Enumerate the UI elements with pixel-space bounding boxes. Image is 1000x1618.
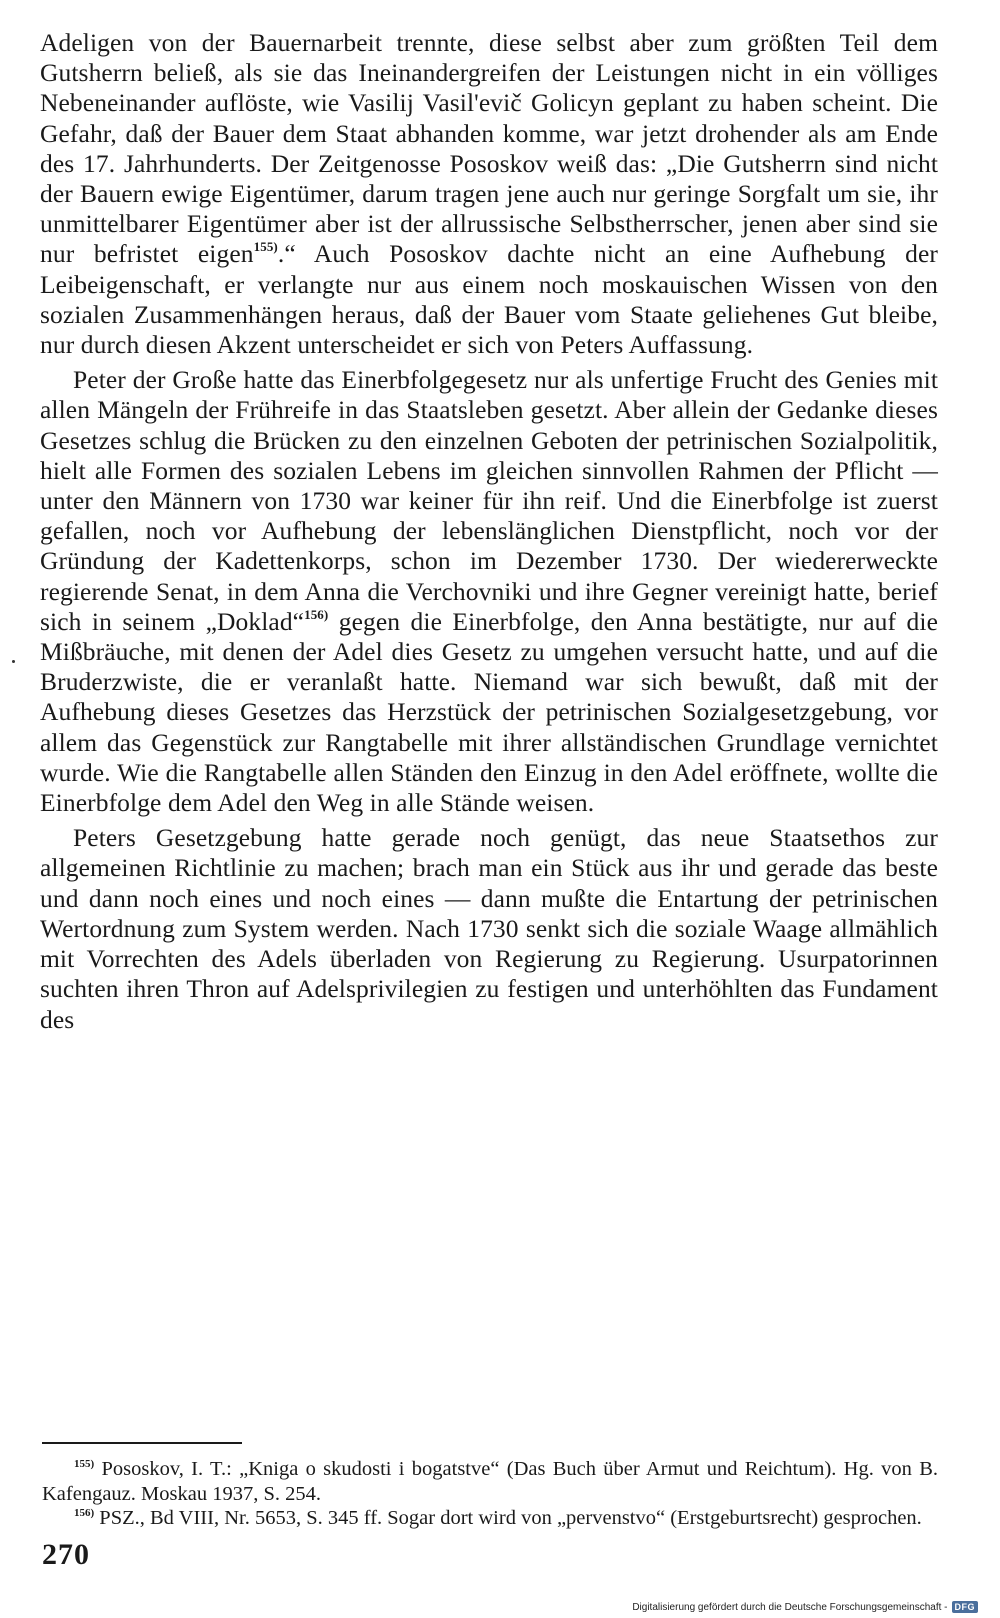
paragraph-2	[40, 365, 938, 818]
footnote-156	[42, 1506, 938, 1531]
page-number: 270	[42, 1538, 90, 1571]
footnote-text: PSZ., Bd VIII, Nr. 5653, S. 345 ff. Sogar dort wird von „pervenstvo“ (Erstgeburtsrecht) gesprochen.	[94, 1507, 922, 1529]
text-run: Adeligen von der Bauernarbeit trennte, diese selbst aber zum größten Teil dem Gutsherrn beließ, als sie das Ineinandergreifen der Leistungen nicht in ein völliges Nebeneinander auflöste, wie Vasilij Vasil'evič Golicyn geplant zu haben scheint. Die Gefahr, daß der Bauer dem Staat abhanden komme, war jetzt drohender als am Ende des 17. Jahrhunderts. Der Zeitgenosse Pososkov weiß das: „Die Gutsherrn sind nicht der Bauern ewige Eigentümer, darum tragen jene auch nur geringe Sorgfalt um sie, ihr unmittelbarer Eigentümer aber ist der allrussische Selbstherrscher, jenen aber sind sie nur befristet eigen	[40, 28, 938, 269]
footnotes	[42, 1457, 938, 1531]
footnote-ref-155: 155)	[253, 239, 278, 255]
footnote-mark: 156)	[74, 1507, 95, 1519]
footnote-155	[42, 1457, 938, 1506]
margin-mark	[12, 660, 15, 663]
funding-text: Digitalisierung gefördert durch die Deutsche Forschungsgemeinschaft -	[632, 1601, 948, 1613]
footnote-ref-156: 156)	[304, 606, 329, 622]
main-text	[40, 28, 938, 1035]
funding-note	[632, 1601, 978, 1613]
paragraph-3	[40, 823, 938, 1034]
dfg-logo-icon: DFG	[952, 1601, 979, 1613]
text-run: Peter der Große hatte das Einerbfolgegesetz nur als unfertige Frucht des Genies mit allen Mängeln der Frühreife in das Staatsleben gesetzt. Aber allein der Gedanke dieses Gesetzes schlug die Brücken zu den einzelnen Geboten der petrinischen Sozialpolitik, hielt alle Formen des sozialen Lebens im gleichen sinnvollen Rahmen der Pflicht — unter den Männern von 1730 war keiner für ihn reif. Und die Einerbfolge ist zuerst gefallen, noch vor Aufhebung der lebenslänglichen Dienstpflicht, noch vor der Gründung der Kadettenkorps, schon im Dezember 1730. Der wiedererweckte regierende Senat, in dem Anna die Verchovniki und ihre Gegner vereinigt hatte, berief sich in seinem „Doklad“	[40, 365, 938, 636]
footnote-divider	[42, 1442, 242, 1444]
footnote-mark: 155)	[74, 1458, 95, 1470]
text-run: gegen die Einerbfolge, den Anna bestätigte, nur auf die Mißbräuche, mit denen der Adel dies Gesetz zu umgehen versucht hatte, und auf die Bruderzwiste, die er veranlaßt hatte. Niemand war sich bewußt, daß mit der Aufhebung dieses Gesetzes das Herzstück der petrinischen Sozialgesetzgebung, vor allem das Gegenstück zur Rangtabelle mit ihrer allständischen Grundlage vernichtet wurde. Wie die Rangtabelle allen Ständen den Einzug in den Adel eröffnete, wollte die Einerbfolge dem Adel den Weg in alle Stände weisen.	[40, 606, 938, 818]
text-run: .“ Auch Pososkov dachte nicht an eine Aufhebung der Leibeigenschaft, er verlangte nur aus einem noch moskauischen Wissen von den sozialen Zusammenhängen heraus, daß der Bauer vom Staate geliehenes Gut bleibe, nur durch diesen Akzent unterscheidet er sich von Peters Auffassung.	[40, 239, 939, 360]
paragraph-1	[40, 28, 938, 360]
text-run: Peters Gesetzgebung hatte gerade noch genügt, das neue Staatsethos zur allgemeinen Richtlinie zu machen; brach man ein Stück aus ihr und gerade das beste und dann noch eines und noch eines — dann mußte die Entartung der petrinischen Wertordnung zum System werden. Nach 1730 senkt sich die soziale Waage allmählich mit Vorrechten des Adels überladen von Regierung zu Regierung. Usurpatorinnen suchten ihren Thron auf Adelsprivilegien zu festigen und unterhöhlten das Fundament des	[40, 823, 938, 1034]
footnote-text: Pososkov, I. T.: „Kniga o skudosti i bogatstve“ (Das Buch über Armut und Reichtum). Hg. von B. Kafengauz. Moskau 1937, S. 254.	[42, 1458, 938, 1505]
